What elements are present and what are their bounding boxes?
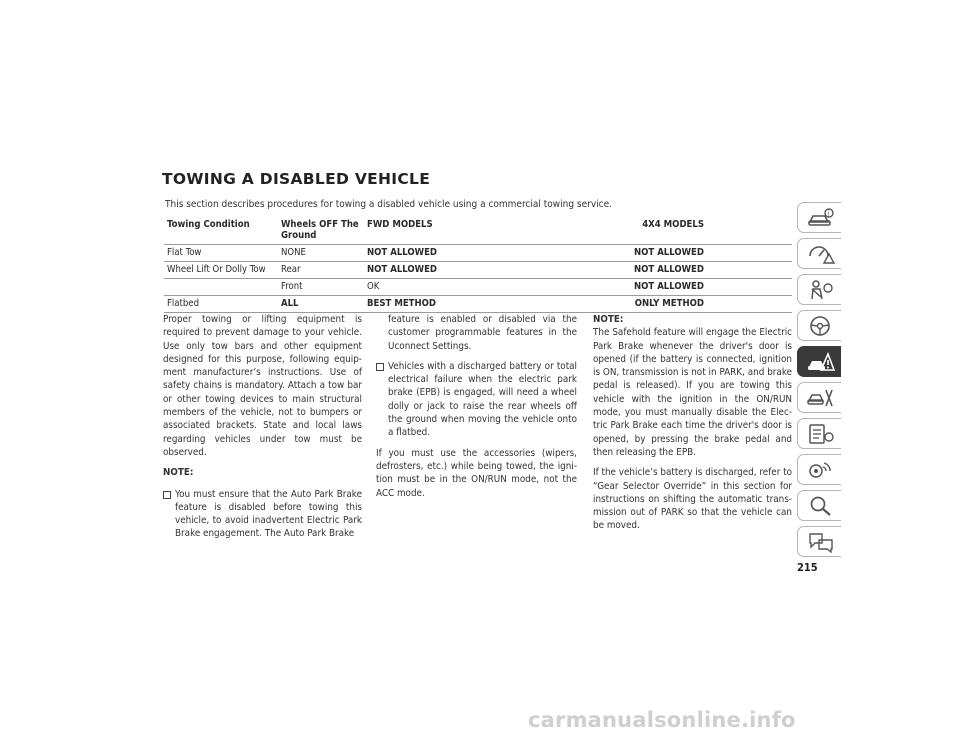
column-2	[376, 313, 577, 507]
note-label: NOTE:	[593, 314, 624, 325]
bullet-continuation: feature is enabled or disabled via the customer programmable features in the Uconnect Settings.	[388, 314, 577, 352]
tab-instrument-panel[interactable]	[797, 238, 841, 269]
table-cell: BEST METHOD	[364, 296, 540, 313]
tab-index[interactable]	[797, 490, 841, 521]
seatbelt-airbag-icon	[807, 279, 835, 301]
column-1	[163, 313, 362, 548]
watermark: carmanualsonline.info	[528, 708, 796, 732]
car-info-icon	[807, 207, 835, 229]
table-row	[164, 296, 792, 313]
multimedia-icon	[807, 459, 835, 481]
list-item	[163, 488, 362, 541]
table-cell: NOT ALLOWED	[540, 279, 792, 296]
tab-languages[interactable]	[797, 526, 841, 557]
towing-table	[164, 217, 792, 313]
table-cell: ONLY METHOD	[540, 296, 792, 313]
specifications-icon	[807, 423, 835, 445]
tab-servicing-maintenance[interactable]	[797, 382, 841, 413]
table-cell: NONE	[278, 245, 364, 262]
table-cell: Wheel Lift Or Dolly Tow	[164, 262, 278, 279]
search-index-icon	[807, 495, 835, 517]
dashboard-warning-icon	[807, 243, 835, 265]
note-label: NOTE:	[163, 467, 194, 479]
tab-getting-to-know-vehicle[interactable]	[797, 202, 841, 233]
svg-text:i: i	[827, 210, 830, 218]
table-row	[164, 245, 792, 262]
list-item	[376, 360, 577, 440]
table-cell: Front	[278, 279, 364, 296]
table-row	[164, 279, 792, 296]
accessories-paragraph: If you must use the accessories (wipers, defrosters, etc.) while being towed, the igni-tion must be in the ON/RUN mode, not the ACC mode.	[376, 447, 577, 499]
tab-safety[interactable]	[797, 274, 841, 305]
header-wheels-off: Wheels OFF The Ground	[278, 217, 364, 245]
service-tools-icon	[807, 387, 835, 409]
steering-wheel-icon	[807, 315, 835, 337]
battery-paragraph: If the vehicle’s battery is discharged, refer to “Gear Selector Override” in this section for instructions on shifting the automatic trans-mission out of PARK so that the vehicle can be moved.	[593, 467, 792, 532]
emergency-tow-icon	[807, 351, 835, 373]
column-3	[593, 313, 792, 540]
header-fwd-models: FWD MODELS	[364, 217, 540, 245]
table-cell	[164, 279, 278, 296]
towing-equipment-paragraph: Proper towing or lifting equipment is required to prevent damage to your vehicle. Use only tow bars and other equipment designed for this purpose, following equip-ment manufacturer’s instructions. Use of safety chains is mandatory. Attach a tow bar or other towing devices to main structural members of the vehicle, not to bumpers or associated brackets. State and local laws regarding vehicles under tow must be observed.	[163, 314, 362, 458]
table-cell: OK	[364, 279, 540, 296]
header-towing-condition: Towing Condition	[164, 217, 278, 245]
bullet-text: Vehicles with a discharged battery or total electrical failure when the electric park brake (EPB) is engaged, will need a wheel dolly or jack to raise the rear wheels off the ground when moving the vehicle onto a flatbed.	[388, 360, 577, 439]
table-cell: Rear	[278, 262, 364, 279]
table-row	[164, 262, 792, 279]
table-cell: NOT ALLOWED	[540, 245, 792, 262]
bullet-text: You must ensure that the Auto Park Brake feature is disabled before towing this vehicle, to avoid inadvertent Electric Park Brake engagement. The Auto Park Brake	[175, 488, 362, 540]
table-header-row	[164, 217, 792, 245]
header-4x4-models: 4X4 MODELS	[540, 217, 792, 245]
tab-starting-operating[interactable]	[797, 310, 841, 341]
page-number: 215	[797, 561, 818, 574]
table-cell: ALL	[278, 296, 364, 313]
intro-text: This section describes procedures for towing a disabled vehicle using a commercial towing service.	[165, 199, 612, 210]
tab-technical-specifications[interactable]	[797, 418, 841, 449]
language-icon	[807, 531, 835, 553]
table-cell: NOT ALLOWED	[364, 262, 540, 279]
tab-in-case-of-emergency[interactable]	[797, 346, 841, 377]
checkbox-bullet-icon	[163, 491, 171, 499]
table-cell: Flatbed	[164, 296, 278, 313]
table-cell: NOT ALLOWED	[540, 262, 792, 279]
safehold-paragraph: The Safehold feature will engage the Electric Park Brake whenever the driver's door is opened (if the battery is connected, ignition is ON, transmission is not in PARK, and brake pedal is released). If you are towing this vehicle with the ignition in the ON/RUN mode, you must manually disable the Elec-tric Park Brake each time the driver's door is opened, by pressing the brake pedal and then releasing the EPB.	[593, 327, 792, 458]
table-cell: NOT ALLOWED	[364, 245, 540, 262]
page-title: TOWING A DISABLED VEHICLE	[162, 170, 431, 188]
tab-multimedia[interactable]	[797, 454, 841, 485]
checkbox-bullet-icon	[376, 363, 384, 371]
chapter-tabs	[797, 202, 841, 562]
table-cell: Flat Tow	[164, 245, 278, 262]
